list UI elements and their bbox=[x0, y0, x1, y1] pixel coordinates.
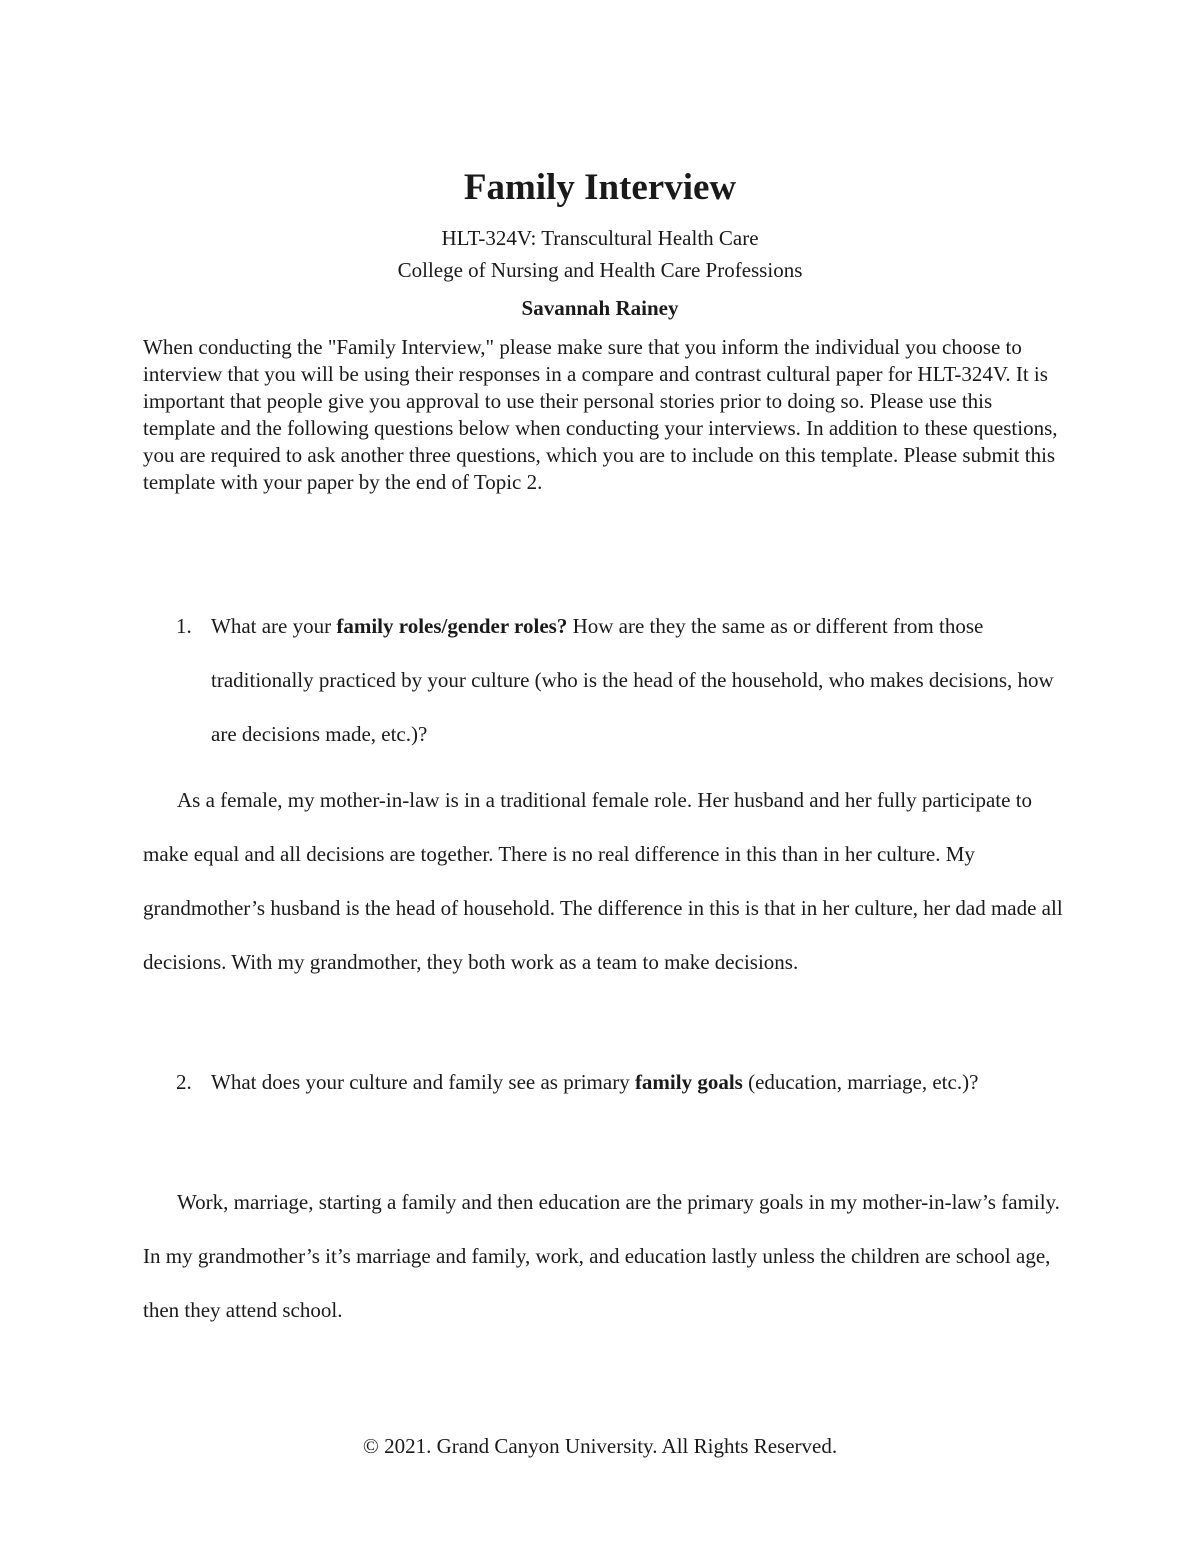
question-text-end: How are they the same as or different from those traditionally practiced by your culture (who is the head of the household, who makes decisions, how are decisions made, etc.)? bbox=[211, 614, 1054, 746]
answer-2: Work, marriage, starting a family and then education are the primary goals in my mother-in-law’s family. In my grandmother’s it’s marriage and family, work, and education lastly unless the children are school age, then they attend school. bbox=[143, 1190, 1060, 1322]
instructions-paragraph: When conducting the "Family Interview," please make sure that you inform the individual you choose to interview that you will be using their responses in a compare and contrast cultural paper for HLT-324V. It is important that people give you approval to use their personal stories prior to doing so. Please use this template and the following questions below when conducting your interviews. In addition to these questions, you are required to ask another three questions, which you are to include on this template. Please submit this template with your paper by the end of Topic 2. bbox=[143, 335, 1058, 494]
question-text bbox=[143, 599, 1063, 761]
question-text-start: What does your culture and family see as primary bbox=[211, 1070, 635, 1094]
question-2 bbox=[143, 1055, 1063, 1109]
question-1 bbox=[143, 599, 1063, 761]
question-text-start: What are your bbox=[211, 614, 337, 638]
answer-1: As a female, my mother-in-law is in a traditional female role. Her husband and her fully participate to make equal and all decisions are together. There is no real difference in this than in her culture. My grandmother’s husband is the head of household. The difference in this is that in her culture, her dad made all decisions. With my grandmother, they both work as a team to make decisions. bbox=[143, 788, 1063, 974]
document-title: Family Interview bbox=[463, 167, 737, 208]
question-number: 2. bbox=[176, 1070, 192, 1094]
college-name: College of Nursing and Health Care Professions bbox=[397, 258, 803, 282]
question-number: 1. bbox=[176, 614, 192, 638]
course-name: HLT-324V: Transcultural Health Care bbox=[441, 226, 759, 250]
question-keyword: family roles/gender roles? bbox=[336, 614, 568, 638]
copyright-footer: © 2021. Grand Canyon University. All Rights Reserved. bbox=[362, 1434, 838, 1458]
author-name: Savannah Rainey bbox=[521, 296, 679, 320]
question-text bbox=[143, 1055, 1063, 1109]
question-keyword: family goals bbox=[634, 1070, 743, 1094]
question-text-end: (education, marriage, etc.)? bbox=[742, 1070, 979, 1094]
